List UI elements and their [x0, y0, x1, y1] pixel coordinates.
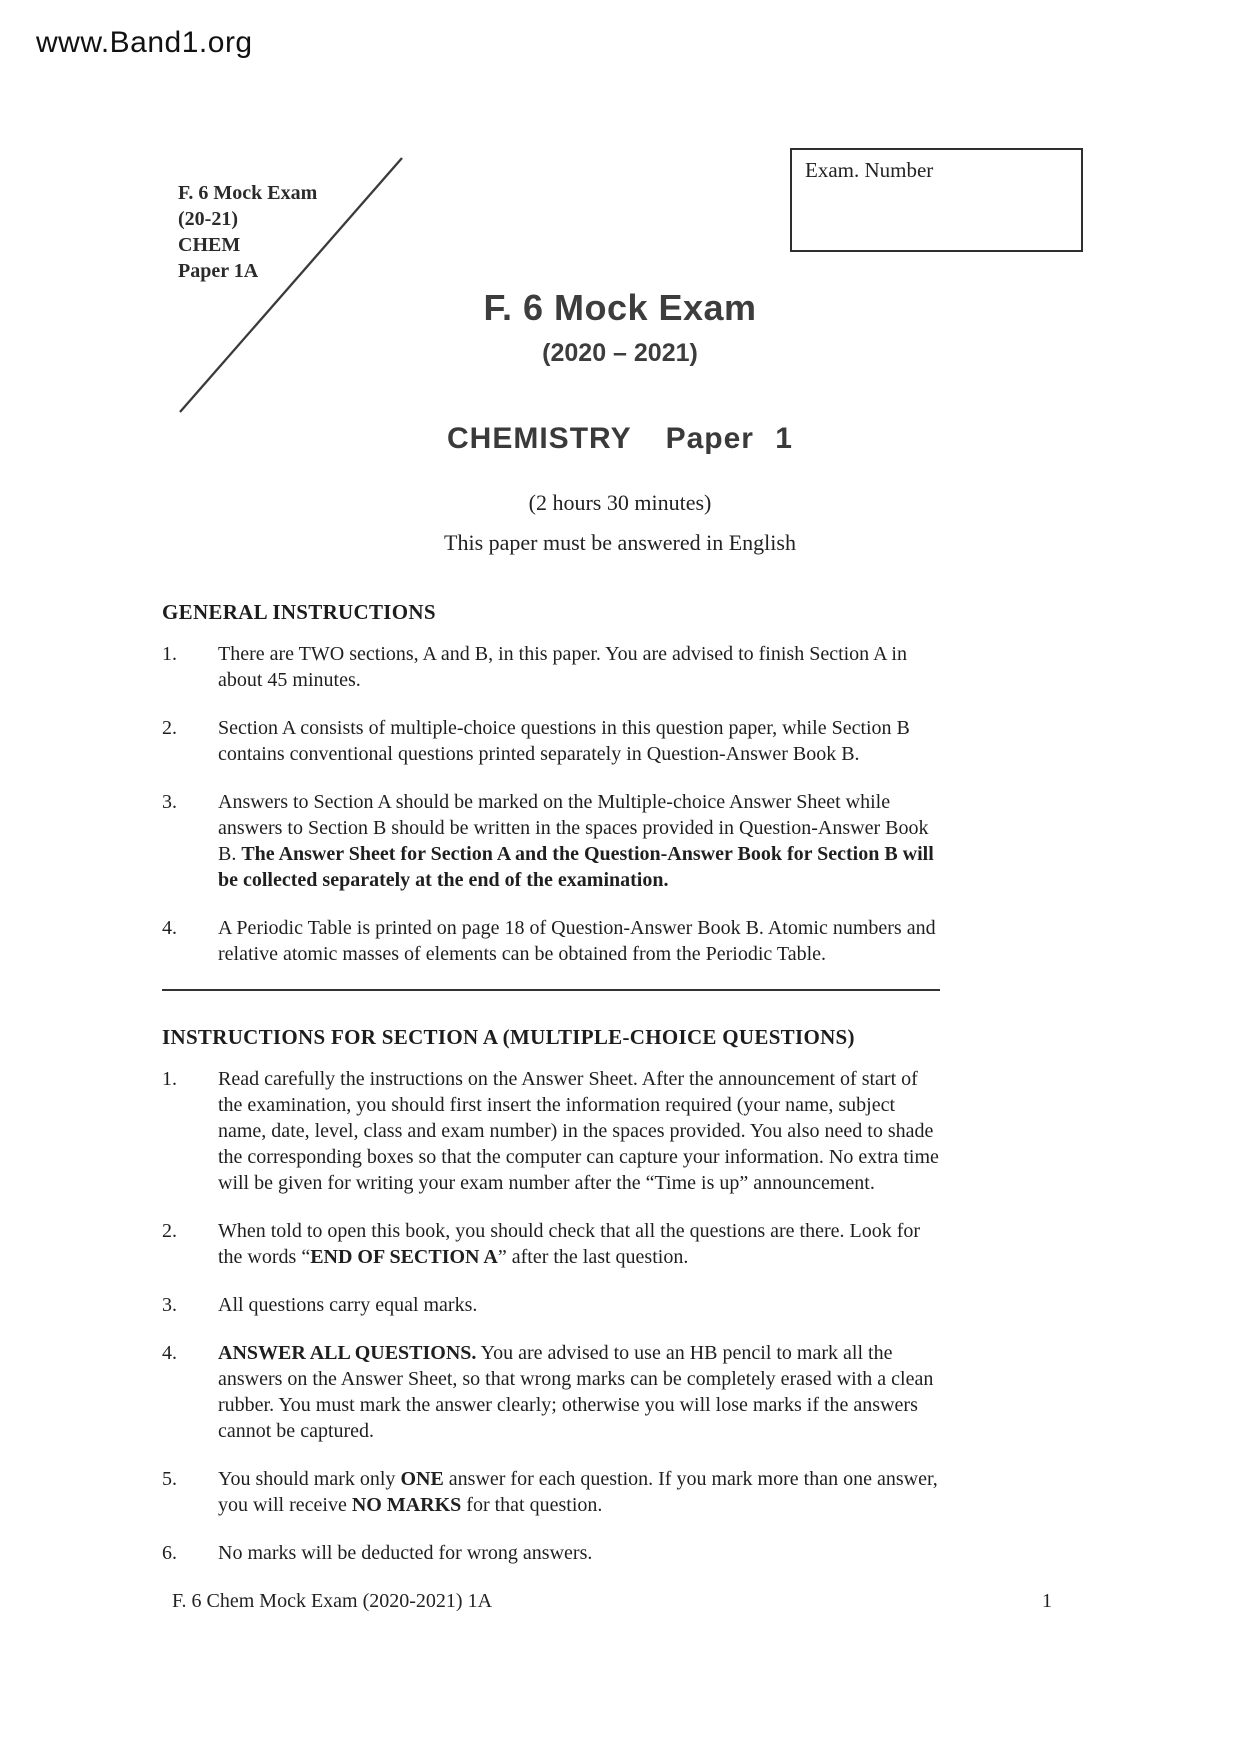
instruction-item: [162, 1292, 940, 1318]
item-number: 2.: [162, 717, 177, 739]
item-number: 1.: [162, 1068, 177, 1090]
item-text: No marks will be deducted for wrong answers.: [218, 1542, 593, 1564]
exam-number-box: [790, 148, 1083, 252]
instruction-item: [162, 641, 940, 693]
item-text: Read carefully the instructions on the Answer Sheet. After the announcement of start of the examination, you should first insert the information required (your name, subject name, date, level, class and exam number) in the spaces provided. You also need to shade the corresponding boxes so that the computer can capture your information. No extra time will be given for writing your exam number after the “Time is up” announcement.: [218, 1068, 939, 1194]
item-text: A Periodic Table is printed on page 18 of Question-Answer Book B. Atomic numbers and relative atomic masses of elements can be obtained from the Periodic Table.: [218, 917, 936, 965]
section-a-instructions-list: [162, 1066, 940, 1566]
general-instructions-list: [162, 641, 940, 967]
item-text: There are TWO sections, A and B, in this paper. You are advised to finish Section A in about 45 minutes.: [218, 643, 907, 691]
item-text: Section A consists of multiple-choice questions in this question paper, while Section B contains conventional questions printed separately in Question-Answer Book B.: [218, 717, 910, 765]
section-a-instructions-heading: INSTRUCTIONS FOR SECTION A (MULTIPLE-CHOICE QUESTIONS): [162, 1025, 855, 1049]
instruction-item: [162, 715, 940, 767]
item-number: 6.: [162, 1542, 177, 1564]
exam-years: (2020 – 2021): [542, 339, 698, 367]
item-text: Answers to Section A should be marked on the Multiple-choice Answer Sheet while answers to Section B should be written in the spaces provided in Question-Answer Book B. The Answer Sheet for Section A and the Question-Answer Book for Section B will be collected separately at the end of the examination.: [218, 791, 934, 891]
item-number: 4.: [162, 917, 177, 939]
general-instructions-heading: GENERAL INSTRUCTIONS: [162, 600, 436, 624]
instruction-item: [162, 1066, 940, 1196]
item-text: All questions carry equal marks.: [218, 1294, 478, 1316]
exam-number-label: Exam. Number: [805, 158, 934, 182]
item-text: You should mark only ONE answer for each question. If you mark more than one answer, you will receive NO MARKS for that question.: [218, 1468, 938, 1516]
footer-paper-id: F. 6 Chem Mock Exam (2020-2021) 1A: [172, 1590, 493, 1612]
instruction-item: [162, 915, 940, 967]
item-number: 2.: [162, 1220, 177, 1242]
corner-label-line: F. 6 Mock Exam: [178, 182, 318, 204]
item-text: When told to open this book, you should check that all the questions are there. Look for the words “END OF SECTION A” after the last question.: [218, 1220, 921, 1268]
paper-number: Paper 1: [665, 422, 793, 455]
subject-line: [0, 423, 1240, 454]
page-number: 1: [1042, 1590, 1052, 1612]
exam-duration: (2 hours 30 minutes): [528, 490, 712, 515]
site-watermark: www.Band1.org: [36, 26, 253, 59]
item-number: 3.: [162, 791, 177, 813]
instruction-item: [162, 1218, 940, 1270]
instructions-content: [162, 599, 940, 1566]
item-text: ANSWER ALL QUESTIONS. You are advised to use an HB pencil to mark all the answers on the Answer Sheet, so that wrong marks can be completely erased with a clean rubber. You must mark the answer clearly; otherwise you will lose marks if the answers cannot be captured.: [218, 1342, 934, 1442]
corner-label-line: Paper 1A: [178, 260, 259, 282]
section-divider: [162, 989, 940, 991]
instruction-item: [162, 1340, 940, 1444]
corner-label-line: (20-21): [178, 208, 238, 230]
instruction-item: [162, 789, 940, 893]
language-note: This paper must be answered in English: [444, 530, 796, 555]
subject-name: CHEMISTRY: [447, 422, 632, 455]
item-number: 3.: [162, 1294, 177, 1316]
instruction-item: [162, 1466, 940, 1518]
page-footer: [172, 1588, 1052, 1614]
page-title: F. 6 Mock Exam: [483, 287, 757, 328]
item-number: 5.: [162, 1468, 177, 1490]
item-number: 1.: [162, 643, 177, 665]
corner-label-line: CHEM: [178, 234, 241, 256]
corner-paper-label: [178, 180, 317, 284]
instruction-item: [162, 1540, 940, 1566]
item-number: 4.: [162, 1342, 177, 1364]
